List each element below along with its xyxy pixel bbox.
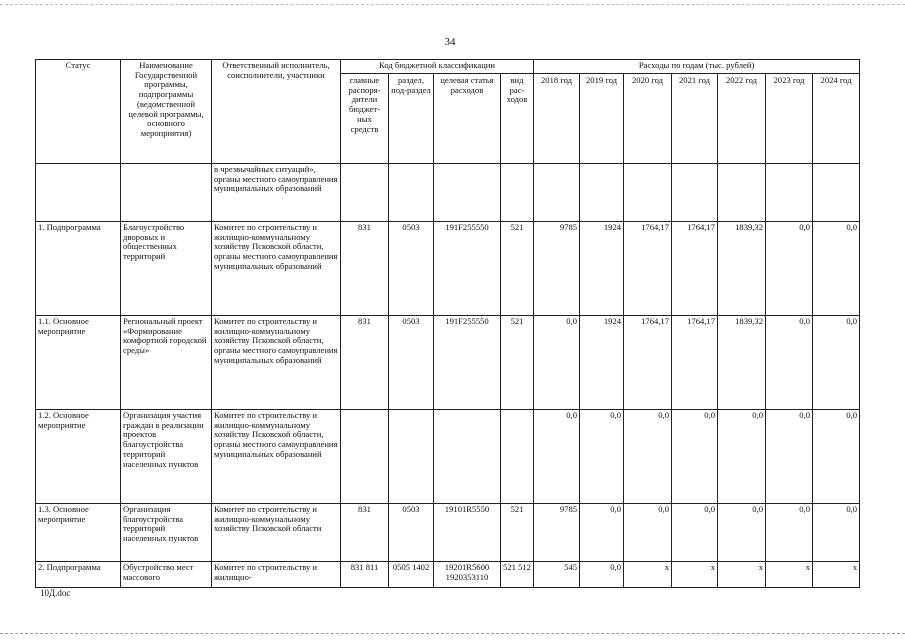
cell-grbs: 831 [341,316,389,410]
header-responsible: Ответственный исполнитель, соисполнители, участники [212,60,341,164]
cell-csr: 191F255550 [434,222,501,316]
cell-rzpr: 0503 [389,222,434,316]
table-row [36,504,860,562]
header-expenses: Расходы по годам (тыс. рублей) [534,60,860,74]
cell-value [580,164,624,222]
header-rzpr: раздел, под-раздел [389,74,434,164]
cell-rzpr: 0503 [389,504,434,562]
cell-status: 1.2. Основное мероприятие [36,410,121,504]
cell-value [718,164,766,222]
cell-name: Организация благоустройства территорий населенных пунктов [121,504,212,562]
header-year: 2023 год [766,74,813,164]
cell-status: 1.1. Основное мероприятие [36,316,121,410]
cell-grbs: 831 811 [341,562,389,588]
footer-filename: 10Д.doc [40,588,71,598]
header-row-top [36,60,860,74]
cell-value: 1924 [580,316,624,410]
cell-responsible: в чрезвычайных ситуаций», органы местного самоуправления муниципальных образований [212,164,341,222]
cell-value: 545 [534,562,580,588]
cell-value: 0,0 [672,410,718,504]
cell-csr: 19101R5550 [434,504,501,562]
cell-value: 9785 [534,222,580,316]
cell-value: х [718,562,766,588]
header-year: 2018 год [534,74,580,164]
page-number: 34 [444,36,456,48]
header-year: 2021 год [672,74,718,164]
table-row [36,316,860,410]
table-row [36,562,860,588]
cell-grbs [341,164,389,222]
cell-responsible: Комитет по строительству и жилищно-коммунальному хозяйству Псковской области, органы местного самоуправления муниципальных образований [212,316,341,410]
cell-vr: 521 [501,222,534,316]
cell-csr: 19201R5600 1920353110 [434,562,501,588]
cell-vr: 521 512 [501,562,534,588]
header-status: Статус [36,60,121,164]
cell-name [121,164,212,222]
cell-name: Обустройство мест массового [121,562,212,588]
cell-csr: 191F255550 [434,316,501,410]
cell-value: 1839,32 [718,222,766,316]
scan-edge-top [0,4,905,5]
cell-value: 0,0 [534,410,580,504]
cell-grbs: 831 [341,222,389,316]
cell-value: 0,0 [580,410,624,504]
cell-rzpr [389,164,434,222]
cell-responsible: Комитет по строительству и жилищно- [212,562,341,588]
cell-value: 1764,17 [624,222,672,316]
cell-value: 1924 [580,222,624,316]
cell-value: 0,0 [813,504,860,562]
header-grbs: главные распоря-дители бюджет-ных средств [341,74,389,164]
cell-value: 0,0 [718,410,766,504]
table-row [36,222,860,316]
cell-value: 1764,17 [672,222,718,316]
cell-vr [501,410,534,504]
cell-value: х [766,562,813,588]
cell-value [813,164,860,222]
cell-rzpr: 0503 [389,316,434,410]
table-row [36,164,860,222]
cell-value: х [813,562,860,588]
cell-responsible: Комитет по строительству и жилищно-коммунальному хозяйству Псковской области [212,504,341,562]
cell-value [534,164,580,222]
cell-vr: 521 [501,504,534,562]
cell-value: 0,0 [766,222,813,316]
cell-value: 0,0 [813,316,860,410]
budget-table [35,59,860,588]
cell-value: 0,0 [813,410,860,504]
cell-value: 0,0 [580,504,624,562]
cell-value: 1764,17 [624,316,672,410]
cell-responsible: Комитет по строительству и жилищно-коммунальному хозяйству Псковской области, органы местного самоуправления муниципальных образований [212,222,341,316]
cell-name: Региональный проект «Формирование комфортной городской среды» [121,316,212,410]
cell-grbs: 831 [341,504,389,562]
cell-value: 0,0 [580,562,624,588]
cell-value: 9785 [534,504,580,562]
header-year: 2022 год [718,74,766,164]
cell-status: 1.3. Основное мероприятие [36,504,121,562]
cell-csr [434,410,501,504]
cell-status: 2. Подпрограмма [36,562,121,588]
cell-value: 1764,17 [672,316,718,410]
scan-edge-bottom [0,633,905,634]
cell-value: 0,0 [766,410,813,504]
cell-value: 0,0 [624,410,672,504]
cell-rzpr [389,410,434,504]
table-row [36,410,860,504]
cell-value: 0,0 [624,504,672,562]
cell-value: 0,0 [534,316,580,410]
cell-vr: 521 [501,316,534,410]
header-budget-code: Код бюджетной классификации [341,60,534,74]
header-year: 2024 год [813,74,860,164]
header-year: 2019 год [580,74,624,164]
cell-value: 0,0 [672,504,718,562]
cell-value: 0,0 [766,316,813,410]
cell-value: 0,0 [766,504,813,562]
cell-value: 1839,32 [718,316,766,410]
header-year: 2020 год [624,74,672,164]
cell-status: 1. Подпрограмма [36,222,121,316]
cell-value: 0,0 [813,222,860,316]
cell-responsible: Комитет по строительству и жилищно-коммунальному хозяйству Псковской области, органы местного самоуправления муниципальных образований [212,410,341,504]
cell-value [624,164,672,222]
cell-value: х [624,562,672,588]
header-name: Наименование Государственной программы, подпрограммы (ведомственной целевой программы, основного мероприятия) [121,60,212,164]
cell-rzpr: 0505 1402 [389,562,434,588]
cell-status [36,164,121,222]
cell-vr [501,164,534,222]
cell-value [672,164,718,222]
header-csr: целевая статья расходов [434,74,501,164]
cell-name: Благоустройство дворовых и общественных территорий [121,222,212,316]
cell-grbs [341,410,389,504]
cell-name: Организация участия граждан в реализации проектов благоустройства территорий населенных пунктов [121,410,212,504]
cell-value: 0,0 [718,504,766,562]
cell-csr [434,164,501,222]
cell-value: х [672,562,718,588]
cell-value [766,164,813,222]
header-vr: вид рас-ходов [501,74,534,164]
